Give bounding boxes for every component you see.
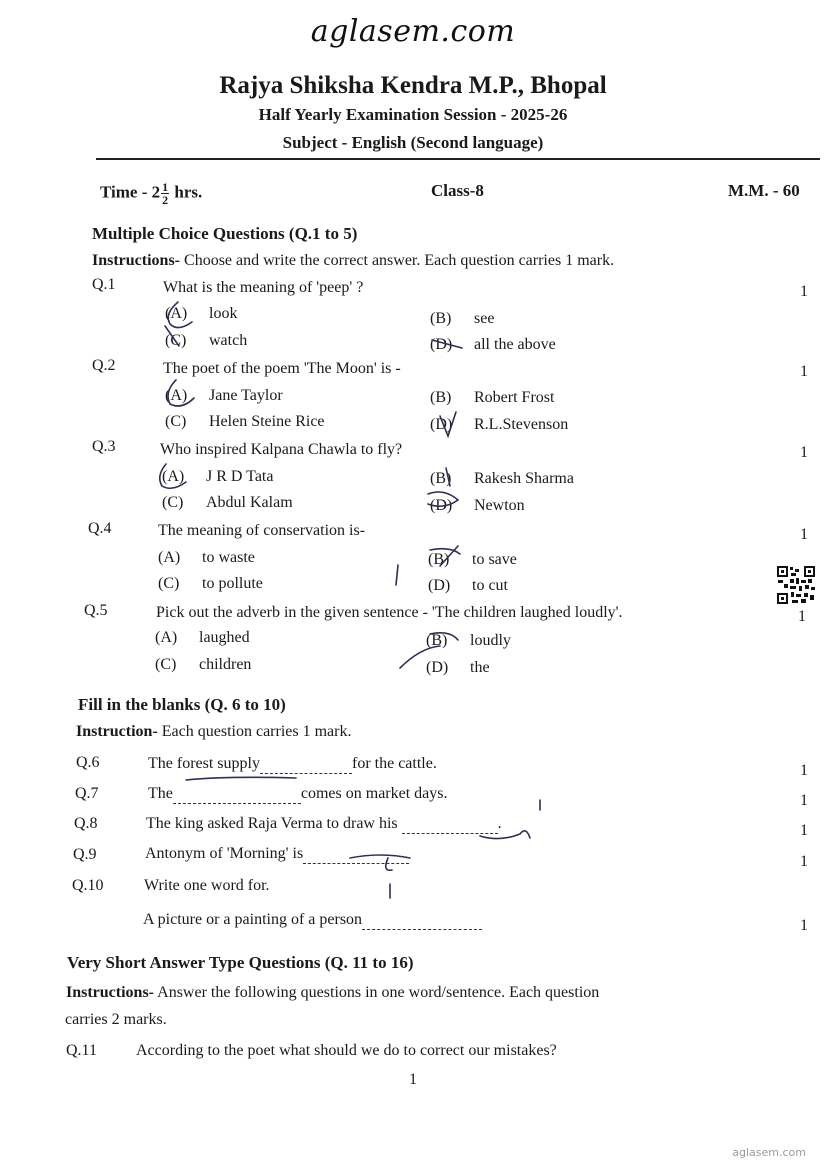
pen-mark — [186, 777, 296, 780]
option-d — [428, 577, 508, 595]
question-mark: 1 — [800, 853, 808, 870]
question-text-before: Antonym of 'Morning' is — [145, 845, 304, 862]
question-number: Q.1 — [92, 276, 116, 293]
option-text: Abdul Kalam — [206, 494, 293, 511]
question-mark: 1 — [800, 792, 808, 809]
question-text-after: for the cattle. — [351, 755, 437, 772]
question-mark: 1 — [800, 444, 808, 461]
mcq-instructions — [92, 252, 614, 270]
option-label: (C) — [158, 575, 180, 592]
option-text: laughed — [199, 629, 250, 646]
option-text: to waste — [202, 549, 255, 566]
option-c — [165, 413, 325, 431]
time-fraction — [161, 181, 169, 206]
exam-board-title: Rajya Shiksha Kendra M.P., Bhopal — [219, 72, 607, 99]
page-number: 1 — [409, 1071, 417, 1088]
question-number: Q.7 — [75, 785, 99, 802]
fib-instr-text: Each question carries 1 mark. — [157, 723, 352, 740]
fib-instructions — [76, 723, 351, 741]
option-d — [430, 416, 568, 434]
option-text: Newton — [474, 497, 525, 514]
option-text: to save — [472, 551, 517, 568]
option-text: children — [199, 656, 252, 673]
option-text: the — [470, 659, 490, 676]
mcq-heading: Multiple Choice Questions (Q.1 to 5) — [92, 224, 358, 243]
question-number: Q.4 — [88, 520, 112, 537]
question-text — [148, 755, 437, 774]
option-text: look — [209, 305, 238, 322]
question-mark: 1 — [800, 822, 808, 839]
option-d — [430, 497, 525, 515]
question-text — [146, 815, 502, 834]
question-mark: 1 — [800, 762, 808, 779]
option-text: R.L.Stevenson — [474, 416, 569, 433]
option-d — [430, 336, 556, 354]
question-number: Q.10 — [72, 877, 104, 894]
option-a — [158, 549, 255, 567]
question-number: Q.8 — [74, 815, 98, 832]
question-subtext — [143, 911, 482, 930]
exam-subject: Subject - English (Second language) — [282, 133, 544, 152]
fib-instr-label: Instruction- — [76, 723, 158, 740]
option-label: (B) — [430, 310, 452, 327]
option-label: (B) — [430, 470, 452, 487]
option-a — [165, 305, 237, 323]
option-b — [430, 310, 494, 328]
question-mark: 1 — [800, 917, 808, 934]
option-label: (D) — [426, 659, 449, 676]
option-label: (D) — [428, 577, 451, 594]
option-a — [162, 468, 273, 486]
option-label: (A) — [158, 549, 181, 566]
answer-blank — [402, 815, 498, 834]
question-number: Q.6 — [76, 754, 100, 771]
answer-blank — [173, 785, 301, 804]
time-frac-den: 2 — [162, 193, 169, 207]
question-number: Q.9 — [73, 846, 97, 863]
header-divider — [96, 158, 820, 160]
option-text: see — [474, 310, 495, 327]
option-text: loudly — [470, 632, 511, 649]
option-text: Helen Steine Rice — [209, 413, 325, 430]
option-label: (A) — [155, 629, 178, 646]
option-label: (C) — [165, 413, 187, 430]
time-frac-num: 1 — [162, 180, 169, 194]
question-mark: 1 — [798, 608, 806, 625]
question-subtext-before: A picture or a painting of a person — [143, 911, 363, 928]
exam-session: Half Yearly Examination Session - 2025-26 — [258, 105, 568, 124]
answer-blank — [260, 755, 352, 774]
option-text: all the above — [474, 336, 556, 353]
qr-code-icon — [776, 565, 816, 605]
option-text: J R D Tata — [206, 468, 274, 485]
exam-class: Class-8 — [431, 181, 484, 200]
option-label: (A) — [165, 305, 188, 322]
answer-blank — [362, 911, 482, 930]
answer-blank — [303, 845, 409, 864]
question-text — [148, 785, 448, 804]
watermark-logo: aglasem.com — [310, 14, 516, 49]
option-label: (D) — [430, 497, 453, 514]
option-label: (B) — [430, 389, 452, 406]
option-text: Jane Taylor — [209, 387, 283, 404]
question-number: Q.2 — [92, 357, 116, 374]
option-label: (C) — [165, 332, 187, 349]
option-c — [162, 494, 293, 512]
option-text: watch — [209, 332, 248, 349]
pen-mark — [396, 565, 398, 585]
option-label: (A) — [162, 468, 185, 485]
option-label: (C) — [162, 494, 184, 511]
exam-time — [100, 181, 202, 206]
option-b — [428, 551, 517, 569]
option-c — [155, 656, 251, 674]
option-label: (B) — [428, 551, 450, 568]
option-c — [158, 575, 263, 593]
vsa-instructions-cont: carries 2 marks. — [65, 1011, 167, 1028]
option-label: (C) — [155, 656, 177, 673]
question-text: The meaning of conservation is- — [158, 522, 366, 539]
option-d — [426, 659, 490, 677]
question-text-after: . — [497, 815, 502, 832]
question-mark: 1 — [800, 283, 808, 300]
vsa-instr-label: Instructions- — [66, 984, 155, 1001]
question-text-before: The king asked Raja Verma to draw his — [146, 815, 398, 832]
option-label: (D) — [430, 416, 453, 433]
fib-heading: Fill in the blanks (Q. 6 to 10) — [78, 695, 286, 714]
option-b — [430, 389, 554, 407]
option-c — [165, 332, 247, 350]
question-number: Q.5 — [84, 602, 108, 619]
question-text: Pick out the adverb in the given sentence - 'The children laughed loudly'. — [156, 604, 623, 621]
option-text: Robert Frost — [474, 389, 555, 406]
question-text: What is the meaning of 'peep' ? — [163, 279, 364, 296]
question-text-after: comes on market days. — [300, 785, 448, 802]
option-text: to cut — [472, 577, 508, 594]
question-text — [145, 845, 409, 864]
question-text: Who inspired Kalpana Chawla to fly? — [160, 441, 403, 458]
option-label: (B) — [426, 632, 448, 649]
mcq-instr-text: Choose and write the correct answer. Each question carries 1 mark. — [180, 252, 615, 269]
question-text: According to the poet what should we do to correct our mistakes? — [136, 1042, 557, 1059]
option-a — [165, 387, 283, 405]
question-text: The poet of the poem 'The Moon' is - — [163, 360, 401, 377]
option-b — [430, 470, 574, 488]
vsa-instructions — [66, 984, 599, 1002]
question-text-before: The — [148, 785, 173, 802]
option-b — [426, 632, 511, 650]
question-text: Write one word for. — [144, 877, 270, 894]
question-number: Q.11 — [66, 1042, 97, 1059]
vsa-heading: Very Short Answer Type Questions (Q. 11 to 16) — [67, 953, 414, 972]
option-label: (A) — [165, 387, 188, 404]
question-number: Q.3 — [92, 438, 116, 455]
option-label: (D) — [430, 336, 453, 353]
question-mark: 1 — [800, 363, 808, 380]
question-text-before: The forest supply — [148, 755, 260, 772]
option-a — [155, 629, 250, 647]
max-marks: M.M. - 60 — [728, 181, 800, 200]
vsa-instr-text: Answer the following questions in one word/sentence. Each question — [154, 984, 600, 1001]
time-prefix: Time - 2 — [100, 182, 161, 202]
mcq-instr-label: Instructions- — [92, 252, 181, 269]
time-suffix: hrs. — [174, 182, 203, 202]
footer-watermark: aglasem.com — [732, 1146, 806, 1159]
option-text: to pollute — [202, 575, 263, 592]
question-mark: 1 — [800, 526, 808, 543]
option-text: Rakesh Sharma — [474, 470, 574, 487]
